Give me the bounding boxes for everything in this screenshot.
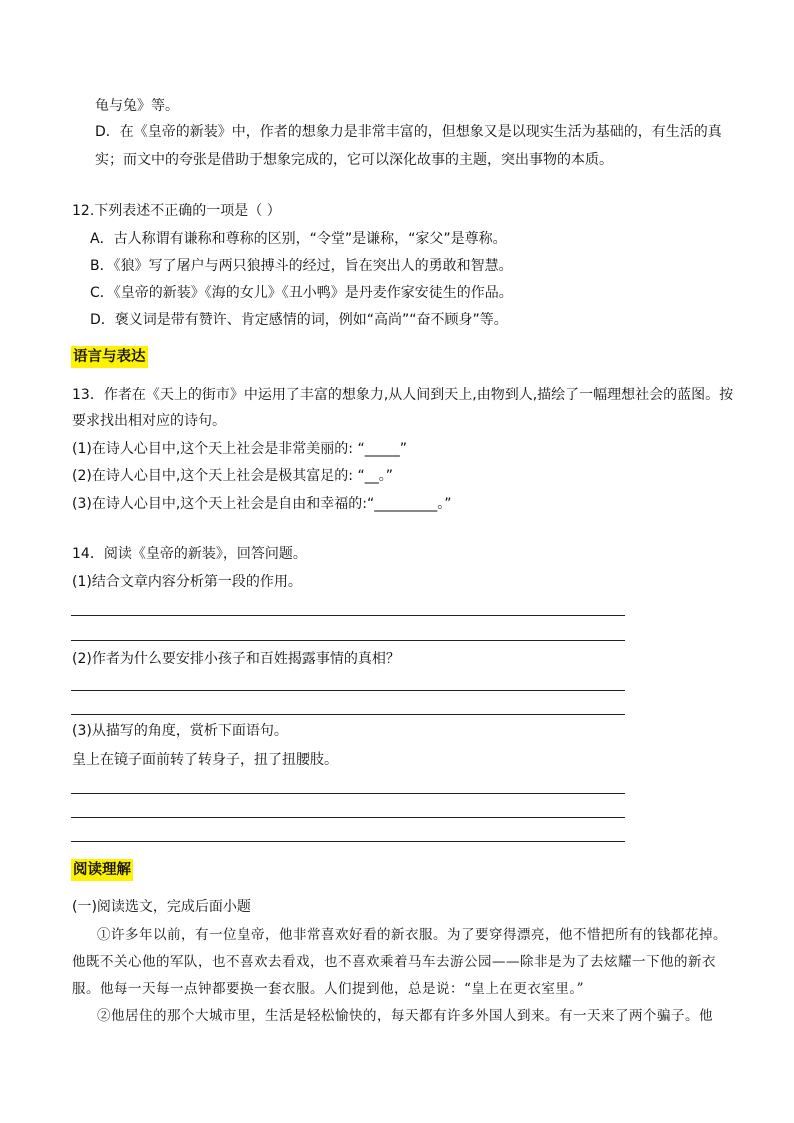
- passage-p1-line3: 服。他每一天每一点钟都要换一套衣服。人们提到他，总是说：“皇上在更衣室里。”: [72, 981, 585, 997]
- answer-line: [71, 714, 625, 715]
- q12-option-b: B．《狼》写了屠户与两只狼搏斗的经过，旨在突出人的勇敢和智慧。: [90, 258, 513, 274]
- q13-item-1: (1)在诗人心目中,这个天上社会是非常美丽的: “_____”: [72, 441, 407, 457]
- q12-option-c: C．《皇帝的新装》《海的女儿》《丑小鸭》是丹麦作家安徒生的作品。: [90, 285, 513, 301]
- answer-line: [71, 793, 625, 794]
- section-heading-language: 语言与表达: [71, 346, 148, 368]
- q14-sub3-quote: 皇上在镜子面前转了转身子，扭了扭腰肢。: [72, 752, 338, 768]
- q11-option-d: D．在《皇帝的新装》中，作者的想象力是非常丰富的，但想象又是以现实生活为基础的，有生活的真: [95, 124, 722, 140]
- section-heading-reading: 阅读理解: [71, 859, 133, 881]
- q14-sub1: (1)结合文章内容分析第一段的作用。: [72, 574, 302, 590]
- q12-option-a: A．古人称谓有谦称和尊称的区别，“令堂”是谦称，“家父”是尊称。: [90, 231, 507, 247]
- reading-intro: (一)阅读选文，完成后面小题: [72, 899, 251, 915]
- q13-item-2: (2)在诗人心目中,这个天上社会是极其富足的: “__。”: [72, 468, 393, 484]
- q12-stem: 12.下列表述不正确的一项是（ ）: [72, 203, 281, 219]
- q12-option-d: D．褒义词是带有赞许、肯定感情的词，例如“高尚”“奋不顾身”等。: [90, 312, 508, 328]
- answer-line: [71, 640, 625, 641]
- q14-sub3: (3)从描写的角度，赏析下面语句。: [72, 723, 288, 739]
- q14-stem: 14．阅读《皇帝的新装》，回答问题。: [72, 546, 307, 562]
- q13-stem-line1: 13．作者在《天上的街市》中运用了丰富的想象力,从人间到天上,由物到人,描绘了一幅理想社会的蓝图。按: [72, 387, 734, 403]
- passage-p1-line2: 他既不关心他的军队，也不喜欢去看戏，也不喜欢乘着马车去游公园——除非是为了去炫耀一下他的新衣: [72, 954, 716, 970]
- passage-p1-line1: ①许多年以前，有一位皇帝，他非常喜欢好看的新衣服。为了要穿得漂亮，他不惜把所有的钱都花掉。: [97, 927, 727, 943]
- q13-item-3: (3)在诗人心目中,这个天上社会是自由和幸福的:“_________。”: [72, 496, 452, 512]
- answer-line: [71, 690, 625, 691]
- answer-line: [71, 615, 625, 616]
- answer-line: [71, 817, 625, 818]
- q11-tail-text: 龟与兔》等。: [95, 98, 179, 114]
- q11-option-d-cont: 实；而文中的夸张是借助于想象完成的，它可以深化故事的主题，突出事物的本质。: [95, 152, 613, 168]
- answer-line: [71, 841, 625, 842]
- q14-sub2: (2)作者为什么要安排小孩子和百姓揭露事情的真相？: [72, 651, 400, 667]
- passage-p2-line1: ②他居住的那个大城市里，生活是轻松愉快的，每天都有许多外国人到来。有一天来了两个骗子。他: [97, 1008, 713, 1024]
- q13-stem-line2: 要求找出相对应的诗句。: [72, 413, 226, 429]
